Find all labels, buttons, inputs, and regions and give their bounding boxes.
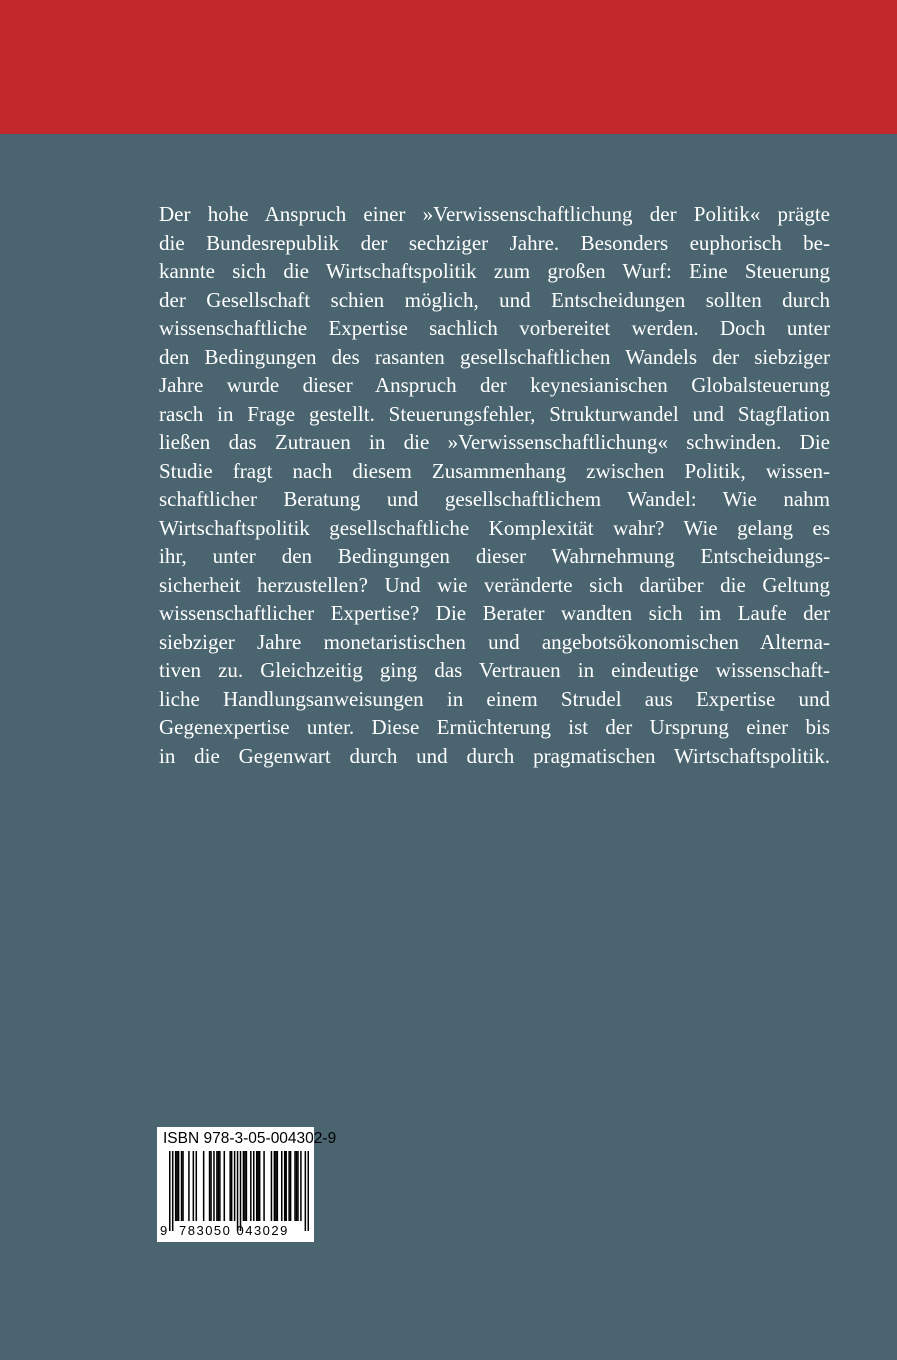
barcode-bar: [277, 1151, 279, 1221]
blurb-line: der Gesellschaft schien möglich, und Entscheidungen sollten durch: [159, 287, 830, 312]
barcode-bar: [256, 1151, 258, 1221]
barcode-guard-bar: [169, 1151, 171, 1231]
barcode-bar: [246, 1151, 248, 1221]
barcode-bars: [169, 1151, 309, 1231]
blurb-line: wissenschaftlicher Expertise? Die Berater wandten sich im Laufe der: [159, 601, 830, 625]
barcode-guard-bar: [237, 1151, 239, 1231]
barcode-bar: [290, 1151, 292, 1221]
blurb-line: Der hohe Anspruch einer »Verwissenschaftlichung der Politik« prägte: [159, 202, 830, 226]
barcode-bar: [218, 1151, 220, 1221]
barcode-bar: [193, 1151, 195, 1221]
isbn-barcode-box: [157, 1127, 337, 1242]
barcode-bar: [219, 1151, 221, 1221]
barcode-bar: [275, 1151, 277, 1221]
barcode-bar: [182, 1151, 184, 1221]
barcode-guard-bar: [308, 1151, 309, 1231]
blurb-line: die Bundesrepublik der sechziger Jahre. Besonders euphorisch be-: [159, 230, 830, 255]
barcode-bar: [243, 1151, 245, 1221]
barcode-guard-bar: [240, 1151, 242, 1231]
barcode-bar: [284, 1151, 286, 1221]
barcode-bar: [274, 1151, 276, 1221]
blurb-line: Jahre wurde dieser Anspruch der keynesianischen Globalsteuerung: [159, 373, 830, 397]
ean-digits: 783050 043029: [179, 1223, 289, 1238]
barcode-bar: [196, 1151, 198, 1221]
blurb-line: liche Handlungsanweisungen in einem Strudel aus Expertise und: [159, 686, 830, 711]
barcode-bar: [296, 1151, 298, 1221]
blurb-line: Studie fragt nach diesem Zusammenhang zwischen Politik, wissen-: [159, 458, 830, 483]
blurb-line: den Bedingungen des rasanten gesellschaftlichen Wandels der siebziger: [159, 344, 830, 369]
barcode-bar: [216, 1151, 218, 1221]
barcode-bar: [288, 1151, 290, 1221]
barcode-bar: [203, 1151, 205, 1221]
barcode-bar: [188, 1151, 190, 1221]
barcode-bar: [224, 1151, 226, 1221]
barcode-bar: [229, 1151, 231, 1221]
barcode-guard-bar: [172, 1151, 174, 1231]
barcode-bar: [176, 1151, 178, 1221]
barcode-bar: [210, 1151, 212, 1221]
barcode-bar: [178, 1151, 180, 1221]
blurb-line: wissenschaftliche Expertise sachlich vorbereitet werden. Doch unter: [159, 316, 830, 340]
barcode-bar: [294, 1151, 296, 1221]
blurb-line: sicherheit herzustellen? Und wie veränderte sich darüber die Geltung: [159, 572, 830, 597]
barcode-bar: [250, 1151, 252, 1221]
barcode-bar: [175, 1151, 177, 1221]
barcode-bar: [300, 1151, 302, 1221]
blurb-line: ihr, unter den Bedingungen dieser Wahrnehmung Entscheidungs-: [159, 544, 830, 568]
barcode-graphic: [169, 1151, 309, 1231]
barcode-bar: [297, 1151, 299, 1221]
blurb-line: tiven zu. Gleichzeitig ging das Vertrauen in eindeutige wissenschaft-: [159, 658, 830, 682]
barcode-bar: [213, 1151, 215, 1221]
blurb-line: Gegenexpertise unter. Diese Ernüchterung ist der Ursprung einer bis: [159, 715, 830, 739]
blurb-line: kannte sich die Wirtschaftspolitik zum großen Wurf: Eine Steuerung: [159, 259, 830, 283]
blurb-line: in die Gegenwart durch und durch pragmatischen Wirtschaftspolitik.: [159, 743, 830, 768]
barcode-bar: [285, 1151, 287, 1221]
barcode-bar: [259, 1151, 261, 1221]
blurb-line: schaftlicher Beratung und gesellschaftlichem Wandel: Wie nahm: [159, 487, 830, 511]
barcode-bar: [271, 1151, 273, 1221]
barcode-bar: [263, 1151, 265, 1221]
barcode-bar: [209, 1151, 211, 1221]
isbn-label: ISBN 978-3-05-004302-9: [163, 1130, 337, 1147]
barcode-bar: [244, 1151, 246, 1221]
back-cover-blurb: [159, 200, 830, 770]
barcode-bar: [234, 1151, 236, 1221]
ean-lead-digit: 9: [160, 1223, 168, 1238]
top-color-band: [0, 0, 897, 134]
blurb-line: rasch in Frage gestellt. Steuerungsfehler, Strukturwandel und Stagflation: [159, 401, 830, 426]
barcode-bar: [253, 1151, 255, 1221]
barcode-bar: [181, 1151, 183, 1221]
barcode-bar: [281, 1151, 283, 1221]
blurb-line: Wirtschaftspolitik gesellschaftliche Komplexität wahr? Wie gelang es: [159, 515, 830, 540]
barcode-guard-bar: [305, 1151, 307, 1231]
blurb-line: siebziger Jahre monetaristischen und angebotsökonomischen Alterna-: [159, 629, 830, 654]
blurb-line: ließen das Zutrauen in die »Verwissenschaftlichung« schwinden. Die: [159, 430, 830, 454]
barcode-bar: [257, 1151, 259, 1221]
barcode-bar: [231, 1151, 233, 1221]
